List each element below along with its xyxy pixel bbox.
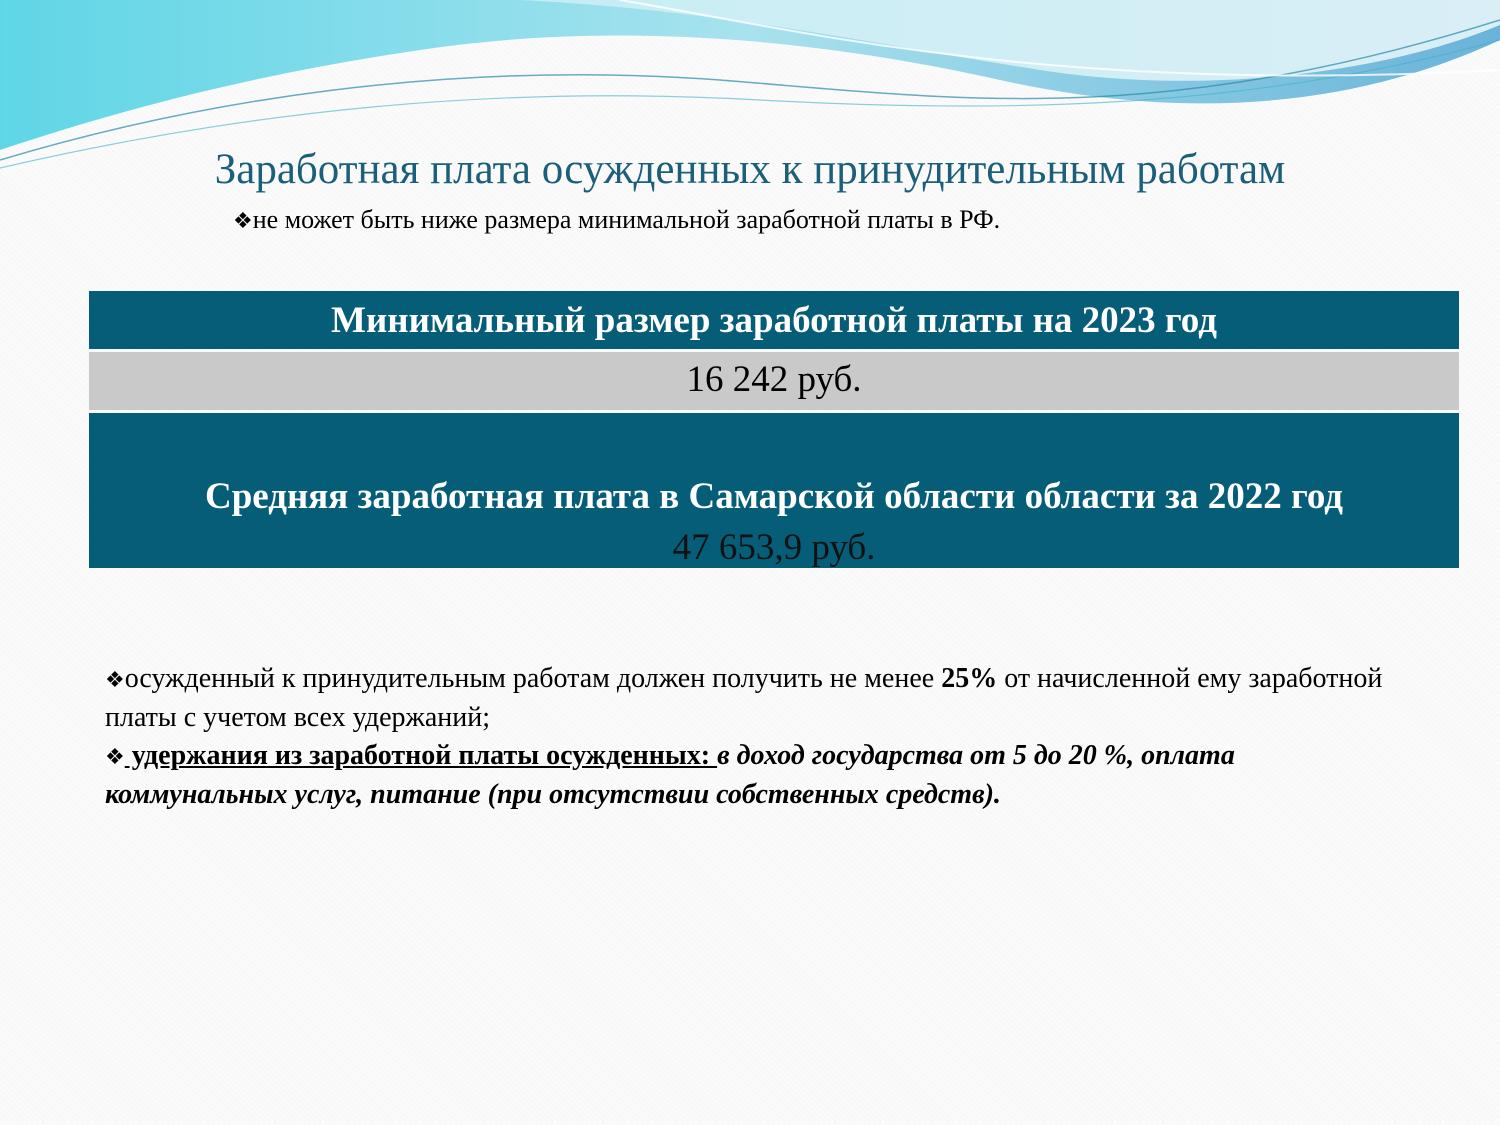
min-wage-value: 16 242 руб. [89,352,1459,410]
min-wage-header: Минимальный размер заработной платы на 2023 год [89,291,1459,349]
subtitle-line [233,203,1000,238]
wage-table [89,291,1459,568]
diamond-bullet-icon: ❖ [105,744,125,769]
note-share-of-wage [105,660,1395,737]
note-deductions [105,737,1395,814]
diamond-bullet-icon: ❖ [105,667,125,692]
avg-wage-value: 47 653,9 руб. [672,527,876,568]
note1-rest: от начисленной ему заработной платы с учетом всех удержаний; [105,663,1383,733]
note1-text: осужденный к принудительным работам должен получить не менее [124,663,942,694]
page-title: Заработная плата осужденных к принудительным работам [214,146,1286,193]
note2-text: в доход государства от 5 до 20 %, оплата коммунальных услуг, питание (при отсутствии собственных средств). [105,740,1235,810]
diamond-bullet-icon: ❖ [233,208,253,233]
avg-wage-label: Средняя заработная плата в Самарской области области за 2022 год [205,476,1343,517]
note1-percent: 25% [941,663,998,694]
notes-block [105,660,1395,814]
note2-heading: удержания из заработной платы осужденных: [124,740,718,771]
avg-wage-cell [89,413,1459,568]
subtitle-text: не может быть ниже размера минимальной заработной платы в РФ. [252,205,1001,234]
